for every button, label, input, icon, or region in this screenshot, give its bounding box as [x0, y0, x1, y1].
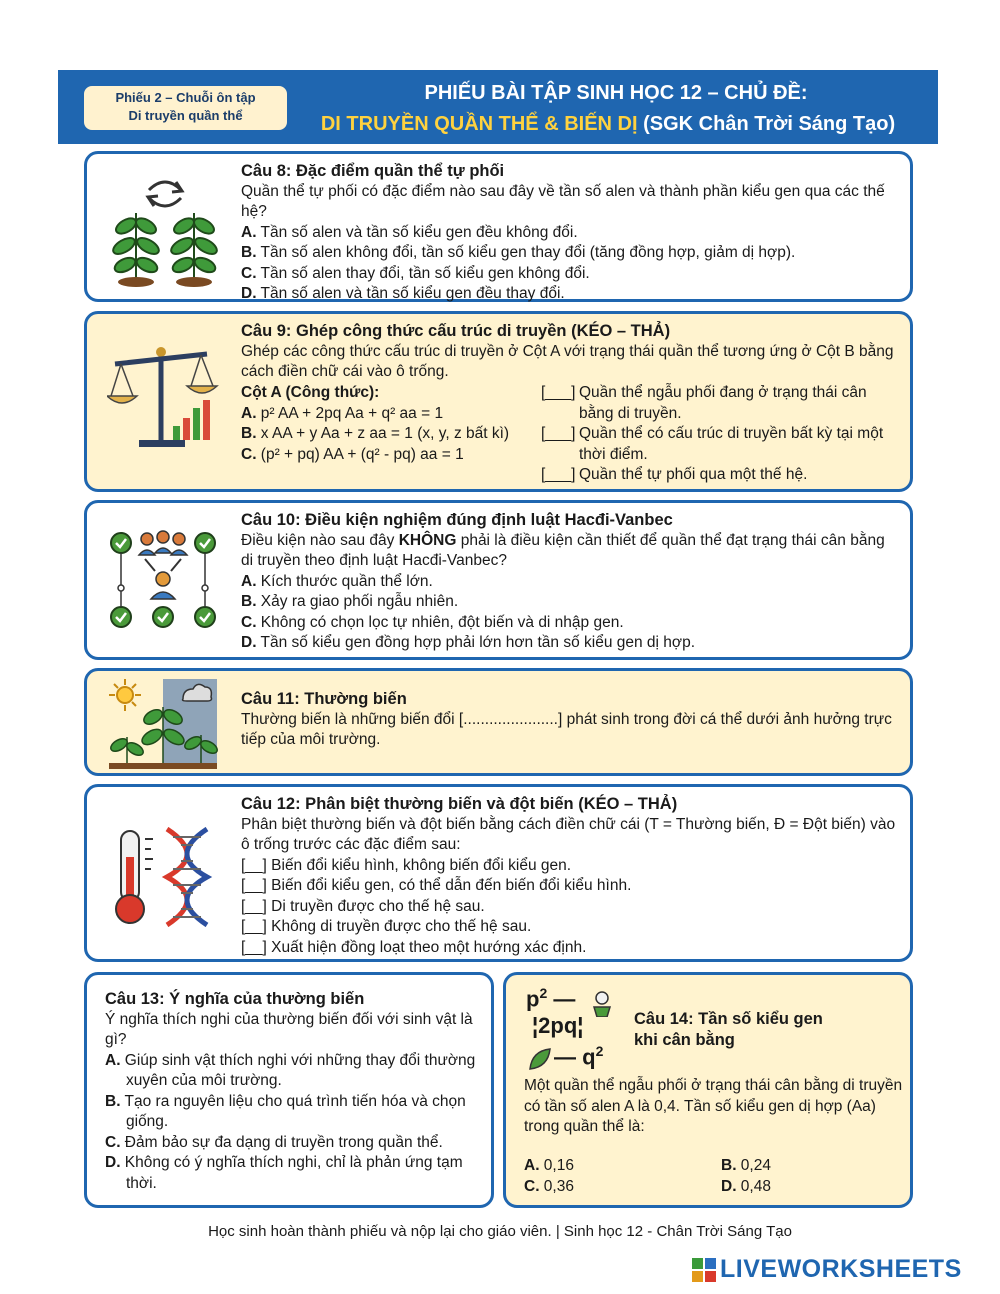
- option-c[interactable]: C. Tần số alen thay đổi, tần số kiểu gen không đổi.: [241, 264, 590, 282]
- question-9-card: [84, 311, 913, 492]
- subtitle-topic: DI TRUYỀN QUẦN THỂ & BIẾN DỊ: [320, 113, 638, 135]
- options-right: [721, 1156, 901, 1197]
- question-12-body: [241, 794, 901, 958]
- question-10-card: [84, 500, 913, 660]
- question-12-text: Phân biệt thường biến và đột biến bằng cách điền chữ cái (T = Thường biến, Đ = Đột biến) vào ô trống trước các đặc điểm sau:: [241, 815, 896, 853]
- question-8-body: [241, 161, 901, 305]
- option-a[interactable]: A. Tần số alen và tần số kiểu gen đều không đổi.: [241, 223, 578, 241]
- tag-line-1: Phiếu 2 – Chuỗi ôn tập: [115, 90, 256, 105]
- question-11-fill-blank[interactable]: Thường biến là những biến đổi [......................] phát sinh trong đời cá thể dưới ảnh hưởng trực tiếp của môi trường.: [241, 710, 892, 748]
- question-12-card: [84, 784, 913, 962]
- question-11-body: [241, 689, 901, 751]
- header-banner: [58, 70, 938, 144]
- question-14-title: Câu 14: Tần số kiểu gen: [634, 1010, 823, 1028]
- formula-icon: $p^2$ — ¦2pq¦ — $q^2$: [524, 985, 624, 1075]
- match-row-3: [___] Quần thể tự phối qua một thế hệ.: [541, 465, 901, 486]
- question-14-card: [503, 972, 913, 1208]
- option-c[interactable]: C. Đảm bảo sự đa dạng di truyền trong quần thể.: [105, 1133, 443, 1151]
- question-11-title: Câu 11: Thường biến: [241, 690, 407, 708]
- option-c[interactable]: C. Không có chọn lọc tự nhiên, đột biến và di nhập gen.: [241, 613, 624, 631]
- match-row-2: [___] Quần thể có cấu trúc di truyền bất kỳ tại một thời điểm.: [541, 424, 901, 465]
- question-8-title: Câu 8: Đặc điểm quần thể tự phối: [241, 162, 505, 180]
- drop-blank-3[interactable]: [___]: [541, 466, 576, 483]
- option-b[interactable]: B. Xảy ra giao phối ngẫu nhiên.: [241, 593, 459, 610]
- option-d[interactable]: D. Không có ý nghĩa thích nghi, chỉ là phản ứng tạm thời.: [105, 1154, 463, 1192]
- option-d[interactable]: D. 0,48: [721, 1177, 771, 1195]
- page-subtitle: [278, 113, 938, 136]
- column-a: [241, 383, 541, 465]
- option-d[interactable]: D. Tần số alen và tần số kiểu gen đều thay đổi.: [241, 285, 565, 302]
- classify-item-5[interactable]: [__] Xuất hiện đồng loạt theo một hướng xác định.: [241, 938, 587, 956]
- classify-item-4[interactable]: [__] Không di truyền được cho thế hệ sau.: [241, 918, 532, 935]
- option-b[interactable]: B. 0,24: [721, 1157, 771, 1174]
- question-12-title: Câu 12: Phân biệt thường biến và đột biến (KÉO – THẢ): [241, 795, 678, 813]
- thermometer-dna-icon: [109, 827, 221, 927]
- option-a[interactable]: A. 0,16: [524, 1157, 574, 1174]
- liveworksheets-brand: LIVEWORKSHEETS: [720, 1255, 962, 1283]
- drop-blank-1[interactable]: [___]: [541, 384, 576, 401]
- liveworksheets-logo-icon: [692, 1258, 716, 1282]
- flower-icon: [590, 991, 614, 1017]
- question-8-card: [84, 151, 913, 302]
- question-9-title: Câu 9: Ghép công thức cấu trúc di truyền (KÉO – THẢ): [241, 322, 671, 340]
- formula-c[interactable]: C. (p² + pq) AA + (q² - pq) aa = 1: [241, 445, 464, 463]
- question-9-body: [241, 321, 901, 383]
- column-a-title: Cột A (Công thức):: [241, 384, 380, 401]
- page-title: PHIẾU BÀI TẬP SINH HỌC 12 – CHỦ ĐỀ:: [424, 82, 808, 104]
- option-b[interactable]: B. Tạo ra nguyên liệu cho quá trình tiến hóa và chọn giống.: [105, 1092, 466, 1130]
- question-14-body: [524, 1076, 904, 1138]
- question-9-text: Ghép các công thức cấu trúc di truyền ở Cột A với trạng thái quần thể tương ứng ở Cột B bằng cách điền chữ cái vào ô trống.: [241, 342, 894, 380]
- question-14-title-block: [634, 1009, 904, 1050]
- option-c[interactable]: C. 0,36: [524, 1177, 574, 1195]
- tag-line-2: Di truyền quần thể: [128, 108, 243, 123]
- option-b[interactable]: B. Tần số alen không đổi, tần số kiểu gen thay đổi (tăng đồng hợp, giảm dị hợp).: [241, 244, 796, 261]
- option-d[interactable]: D. Tần số kiểu gen đồng hợp phải lớn hơn tần số kiểu gen dị hợp.: [241, 634, 696, 651]
- classify-item-2[interactable]: [__] Biến đổi kiểu gen, có thể dẫn đến biến đổi kiểu hình.: [241, 877, 632, 894]
- formula-b[interactable]: B. x AA + y Aa + z aa = 1 (x, y, z bất kì): [241, 425, 510, 442]
- two-plants-icon: [109, 168, 221, 290]
- match-row-1: [___] Quần thể ngẫu phối đang ở trạng thái cân bằng di truyền.: [541, 383, 901, 424]
- question-10-body: [241, 510, 901, 654]
- question-11-card: [84, 668, 913, 776]
- formula-a[interactable]: A. p² AA + 2pq Aa + q² aa = 1: [241, 404, 444, 422]
- classify-item-3[interactable]: [__] Di truyền được cho thế hệ sau.: [241, 897, 485, 915]
- options-left: [524, 1156, 714, 1197]
- question-13-text: Ý nghĩa thích nghi của thường biến đối với sinh vật là gì?: [105, 1010, 473, 1048]
- drop-blank-2[interactable]: [___]: [541, 425, 576, 442]
- question-10-title: Câu 10: Điều kiện nghiệm đúng định luật Hacđi-Vanbec: [241, 511, 673, 529]
- option-a[interactable]: A. Giúp sinh vật thích nghi với những thay đổi thường xuyên của môi trường.: [105, 1051, 476, 1089]
- question-8-text: Quần thể tự phối có đặc điểm nào sau đây về tần số alen và thành phần kiểu gen qua các thế hệ?: [241, 182, 885, 220]
- sun-and-plants-icon: [107, 677, 219, 771]
- leaf-icon: [528, 1047, 552, 1071]
- classify-item-1[interactable]: [__] Biến đổi kiểu hình, không biến đổi kiểu gen.: [241, 856, 572, 874]
- column-b: [541, 383, 901, 486]
- question-13-title: Câu 13: Ý nghĩa của thường biến: [105, 990, 365, 1008]
- worksheet-tag: [84, 86, 287, 130]
- balance-scale-icon: [107, 344, 219, 452]
- subtitle-source: (SGK Chân Trời Sáng Tạo): [637, 113, 896, 135]
- question-14-text: Một quần thể ngẫu phối ở trạng thái cân bằng di truyền có tần số alen A là 0,4. Tần số kiểu gen dị hợp (Aa) trong quần thể là:: [524, 1077, 903, 1135]
- footer-note: Học sinh hoàn thành phiếu và nộp lại cho giáo viên. | Sinh học 12 - Chân Trời Sáng Tạo: [208, 1223, 792, 1240]
- question-14-title-2: khi cân bằng: [634, 1030, 735, 1049]
- option-a[interactable]: A. Kích thước quần thể lớn.: [241, 572, 433, 590]
- question-13-card: [84, 972, 494, 1208]
- question-13-body: [105, 989, 477, 1194]
- question-10-text: Điều kiện nào sau đây KHÔNG phải là điều kiện cần thiết để quần thể đạt trạng thái cân bằng di truyền theo định luật Hacđi-Vanbec?: [241, 531, 885, 569]
- people-checklist-icon: [107, 529, 219, 631]
